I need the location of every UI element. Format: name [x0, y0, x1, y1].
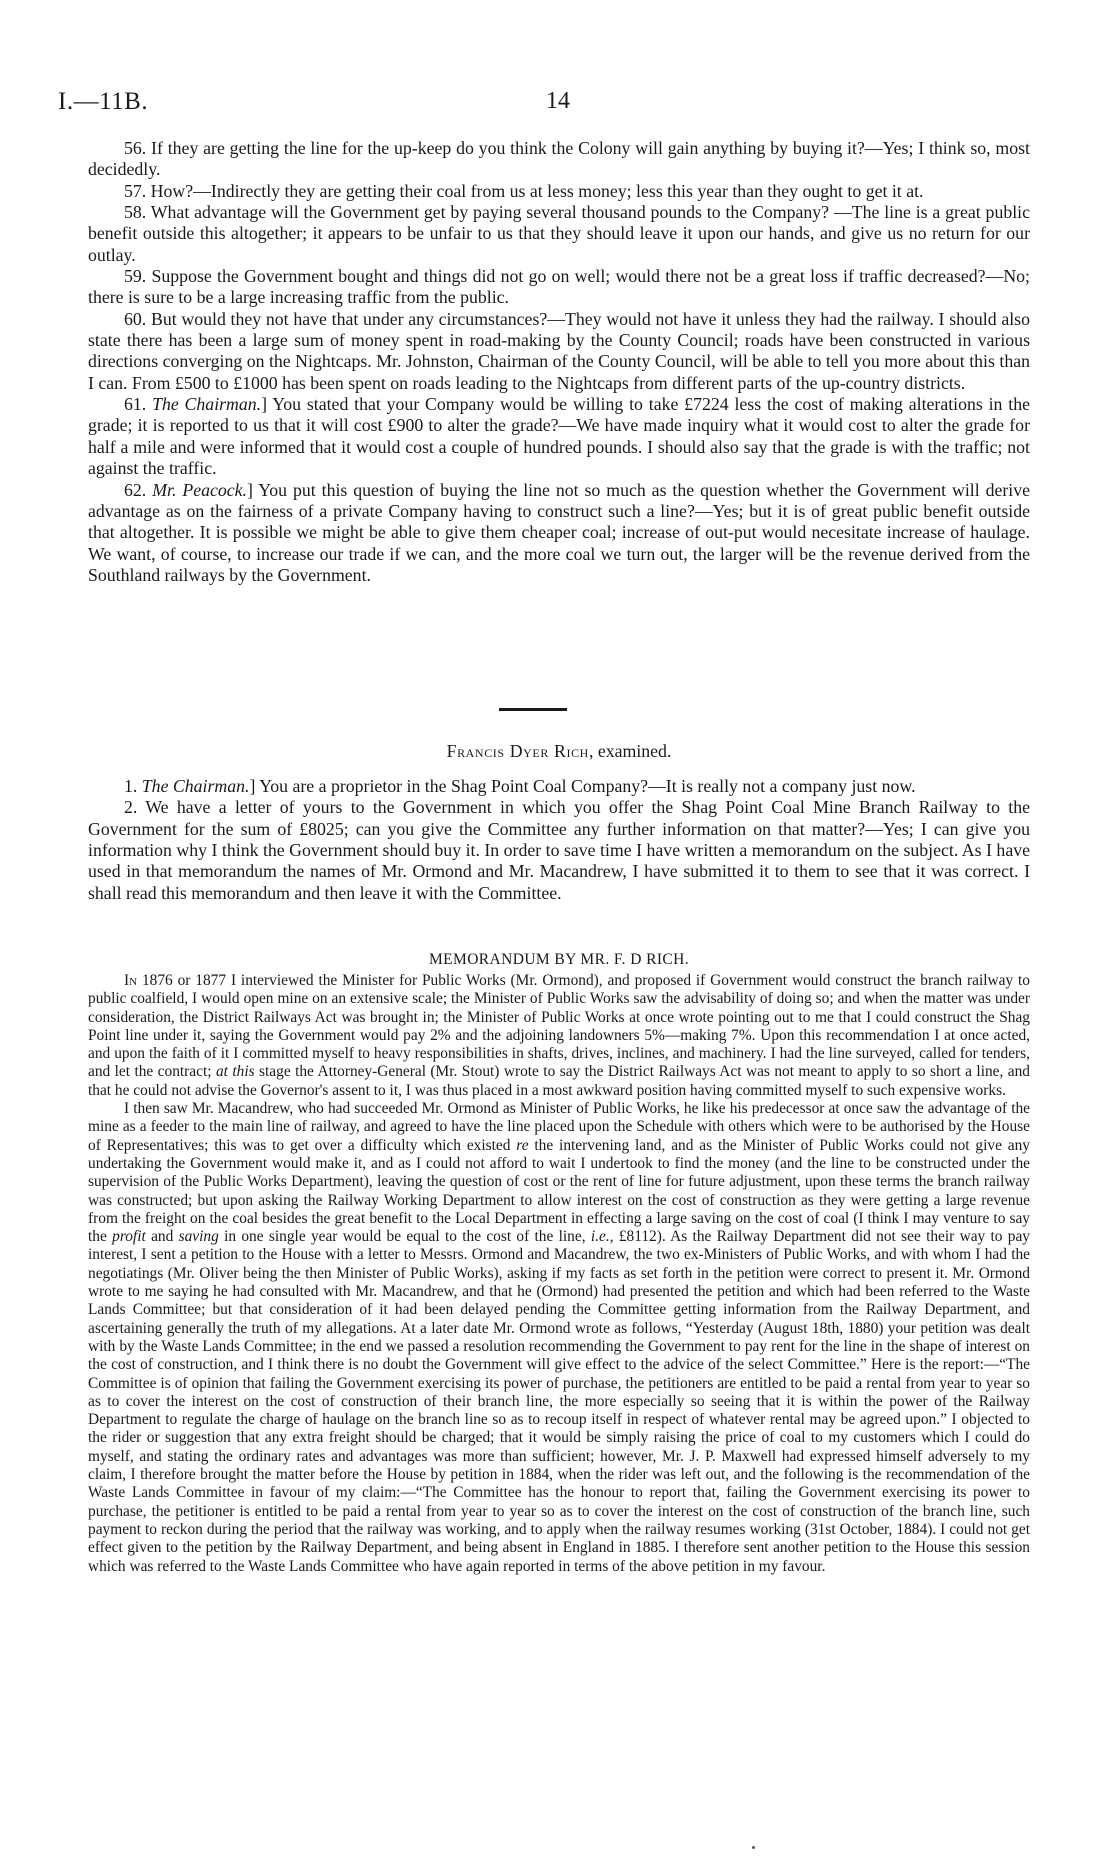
question-2: 2. We have a letter of yours to the Government in which you offer the Shag Point Coal Mine Branch Railway to the Government for the sum of £8025; can you give the Committee any further information on that matter?—Yes; I can give you information why I think the Government should buy it. In order to save time I have written a memorandum on the subject. As I have used in that memorandum the names of Mr. Ormond and Mr. Macandrew, I have submitted it to them to see that it was correct. I shall read this memorandum and then leave it with the Committee. [88, 797, 1030, 903]
speaker-name: Mr. Peacock. [152, 479, 247, 500]
question-60: 60. But would they not have that under any circumstances?—They would not have it unless they had the railway. I should also state there has been a large sum of money spent in road-making by the County Council; roads have been constructed in various directions converging on the Nightcaps. Mr. Johnston, Chairman of the County Council, will be able to tell you more about this than I can. From £500 to £1000 has been spent on roads leading to the Nightcaps from different parts of the up-country districts. [88, 308, 1030, 393]
memorandum-body [88, 972, 1030, 1576]
witness-heading: Francis Dyer Rich, examined. [446, 741, 672, 761]
examination-questions [88, 776, 1030, 904]
witness-name: Francis Dyer Rich [446, 741, 589, 761]
question-61: 61. The Chairman.] You stated that your Company would be willing to take £7224 less the cost of making alterations in the grade; it is reported to us that it will cost £900 to alter the grade?—We have made inquiry what it would cost to alter the grade for half a mile and were informed that it would cost a couple of hundred pounds. I should also say that the grade is with the traffic; not against the traffic. [88, 394, 1030, 479]
question-57: 57. How?—Indirectly they are getting their coal from us at less money; less this year than they ought to get it at. [124, 180, 924, 201]
page-header [58, 88, 1038, 124]
speaker-name: The Chairman. [152, 394, 262, 415]
question-56: 56. If they are getting the line for the up-keep do you think the Colony will gain anything by buying it?—Yes; I think so, most decidedly. [88, 138, 1030, 180]
memorandum-paragraph: In 1876 or 1877 I interviewed the Minister for Public Works (Mr. Ormond), and proposed if Government would construct the branch railway to public coalfield, I would open mine on an extensive scale; the Minister of Public Works saw the advisability of doing so; and when the matter was under consideration, the District Railways Act was brought in; the Minister of Public Works at once wrote pointing out to me that I could construct the Shag Point line under it, saying the Government would pay 2% and the adjoining landowners 5%—making 7%. Upon this recommendation I at once acted, and upon the faith of it I committed myself to heavy responsibilities in shafts, drives, inclines, and machinery. I had the line surveyed, called for tenders, and let the contract; at this stage the Attorney-General (Mr. Stout) wrote to say the District Railways Act was not meant to apply to so short a line, and that he could not advise the Governor's assent to it, I was thus placed in a most awkward position having committed myself to such expensive works. [88, 972, 1030, 1099]
document-reference: I.—11B. [58, 88, 149, 115]
speaker-name: The Chairman. [141, 776, 250, 796]
question-58: 58. What advantage will the Government get by paying several thousand pounds to the Company? —The line is a great public benefit outside this altogether; it appears to be unfair to us that they should leave it upon our hands, and give us no return for our outlay. [88, 202, 1030, 265]
print-speck [752, 1846, 755, 1849]
memorandum-paragraph: I then saw Mr. Macandrew, who had succeeded Mr. Ormond as Minister of Public Works, he like his predecessor at once saw the advantage of the mine as a feeder to the main line of railway, and agreed to have the line placed upon the Schedule with others which were to be authorised by the House of Representatives; this was to get over a difficulty which existed re the intervening land, and as the Minister of Public Works could not give any undertaking the Government would make it, and as I could not afford to wait I undertook to find the money (and the line to be constructed under the supervision of the Public Works Department), leaving the question of cost or the rent of line for future adjustment, upon these terms the branch railway was constructed; but upon asking the Railway Working Department to allow interest on the cost of construction as they were getting a large revenue from the freight on the coal besides the great benefit to the Local Department in effecting a large saving on the cost of coal (I think I may venture to say the profit and saving in one single year would be equal to the cost of the line, i.e., £8112). As the Railway Department did not see their way to pay interest, I sent a petition to the House with a letter to Messrs. Ormond and Macandrew, the two ex-Ministers of Public Works, and with whom I had the negotiatings (Mr. Oliver being the then Minister of Public Works), asking if my facts as set forth in the petition were correct to present it. Mr. Ormond wrote to me saying he had consulted with Mr. Macandrew, and that he (Ormond) had presented the petition and which had been referred to the Waste Lands Committee; but that consideration of it had been delayed pending the Committee getting information from the Railway Department, and ascertaining generally the truth of my allegations. At a later date Mr. Ormond wrote as follows, “Yesterday (August 18th, 1880) your petition was dealt with by the Waste Lands Committee; in the end we passed a resolution recommending the Government to pay rent for the line in the shape of interest on the cost of construction, and I think there is no doubt the Government will give effect to the advice of the select Committee.” Here is the report:—“The Committee is of opinion that failing the Government exercising its power of purchase, the petitioners are entitled to be paid a rental from year to year so as to cover the interest on the cost of construction of their branch line, the more especially so seeing that it is within the power of the Railway Department to regulate the charge of haulage on the branch line so as to recoup itself in respect of whatever rental may be agreed upon.” I objected to the rider or suggestion that any extra freight should be charged; that it would be simply raising the price of coal to my customers which I could do myself, and stating the ordinary rates and advantages was more than sufficient; however, Mr. J. P. Maxwell had expressed himself adversely to my claim, I therefore brought the matter before the House by petition in 1884, when the rider was left out, and the following is the recommendation of the Waste Lands Committee in favour of my claim:—“The Committee has the honour to report that, failing the Government exercising its power to purchase, the petitioner is entitled to be paid a rental from year to year so as to cover the interest on the cost of construction of the branch line, such payment to reckon during the period that the railway was working, and to apply when the railway resumes working (31st October, 1884). I could not get effect given to the petition by the Railway Department, and being absent in England in 1885. I therefore sent another petition to the House this session which was referred to the Waste Lands Committee who have again reported in terms of the above petition in my favour. [88, 1100, 1031, 1575]
question-62: 62. Mr. Peacock.] You put this question of buying the line not so much as the question whether the Government will derive advantage as on the fairness of a private Company having to construct such a line?—Yes; but it is of great public benefit outside that altogether. It is possible we might be able to give them cheaper coal; increase of out-put would necesitate increase of haulage. We want, of course, to increase our trade if we can, and the more coal we turn out, the larger will be the revenue derived from the Southland railways by the Government. [88, 479, 1031, 585]
section-divider [499, 708, 567, 711]
question-1: 1. The Chairman.] You are a proprietor in the Shag Point Coal Company?—It is really not a company just now. [124, 776, 916, 796]
questions-and-answers [88, 138, 1030, 586]
memorandum-title: MEMORANDUM BY MR. F. D RICH. [428, 951, 689, 968]
question-59: 59. Suppose the Government bought and things did not go on well; would there not be a great loss if traffic decreased?—No; there is sure to be a large increasing traffic from the public. [88, 266, 1030, 308]
page-number: 14 [546, 88, 570, 114]
